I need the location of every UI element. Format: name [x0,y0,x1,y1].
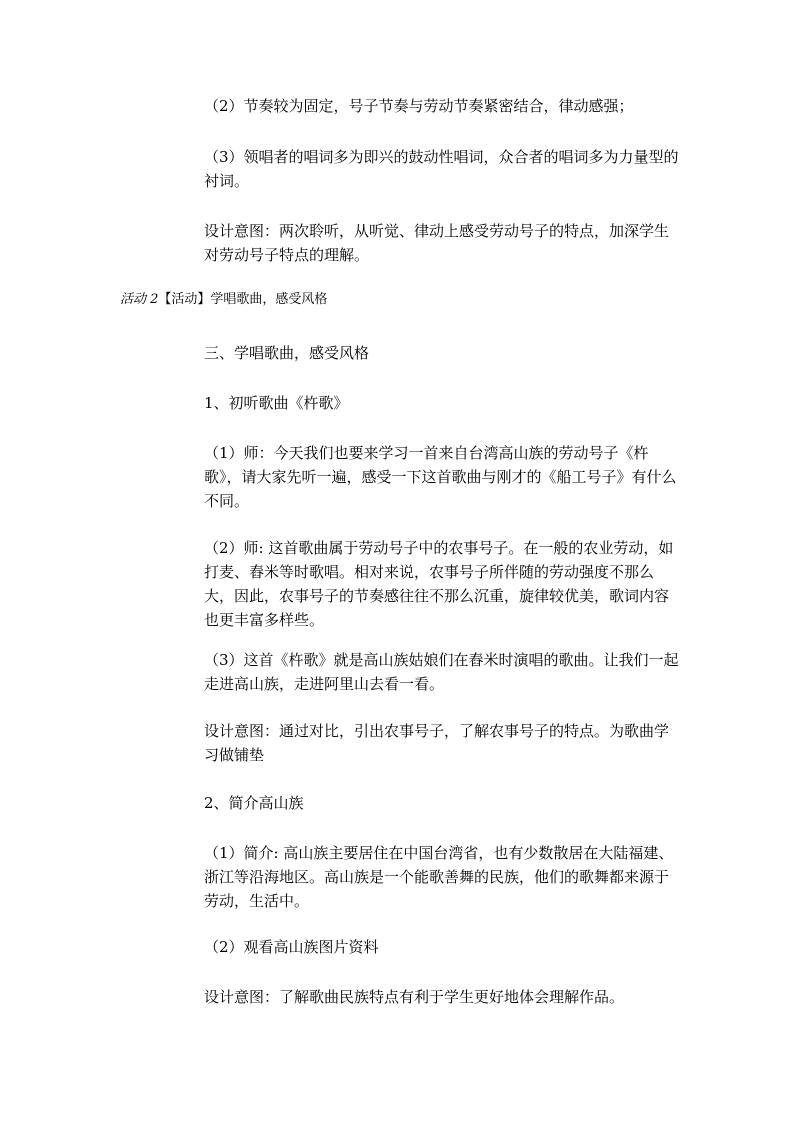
subheading-gaoshan-intro: 2、简介高山族 [204,794,304,812]
paragraph-teacher-intro: （1）师：今天我们也要来学习一首来自台湾高山族的劳动号子《杵歌》，请大家先听一遍，感受一下这首歌曲与刚才的《船工号子》有什么不同。 [204,444,677,510]
activity-heading [120,290,327,310]
section-heading-learn-song: 三、学唱歌曲，感受风格 [204,344,370,362]
paragraph-chuge-song: （3）这首《杵歌》就是高山族姑娘们在舂米时演唱的歌曲。让我们一起走进高山族，走进阿里山去看一看。 [204,651,679,693]
paragraph-design-intent-2: 设计意图：通过对比，引出农事号子，了解农事号子的特点。为歌曲学习做铺垫 [204,722,670,764]
paragraph-design-intent-3: 设计意图：了解歌曲民族特点有利于学生更好地体会理解作品。 [204,988,625,1006]
paragraph-view-pictures: （2）观看高山族图片资料 [204,938,379,956]
paragraph-farming-chant: （2）师: 这首歌曲属于劳动号子中的农事号子。在一般的农业劳动，如打麦、舂米等时歌唱。相对来说，农事号子所伴随的劳动强度不那么大，因此，农事号子的节奏感往往不那么沉重，旋律较优美，歌词内容也更丰富多样些。 [204,539,674,629]
activity-title: 【活动】学唱歌曲，感受风格 [158,292,328,307]
paragraph-gaoshan-brief: （1）简介: 高山族主要居住在中国台湾省，也有少数散居在大陆福建、浙江等沿海地区。高山族是一个能歌善舞的民族，他们的歌舞都来源于劳动，生活中。 [204,844,674,910]
paragraph-lead-singer-lyrics: （3）领唱者的唱词多为即兴的鼓动性唱词，众合者的唱词多为力量型的衬词。 [204,148,679,190]
paragraph-rhythm-fixed: （2）节奏较为固定，号子节奏与劳动节奏紧密结合，律动感强； [204,97,634,115]
subheading-first-listen: 1、初听歌曲《杵歌》 [204,394,349,412]
paragraph-design-intent-1: 设计意图：两次聆听，从听觉、律动上感受劳动号子的特点，加深学生对劳动号子特点的理解。 [204,222,670,264]
activity-label: 活动 2 [120,292,159,307]
